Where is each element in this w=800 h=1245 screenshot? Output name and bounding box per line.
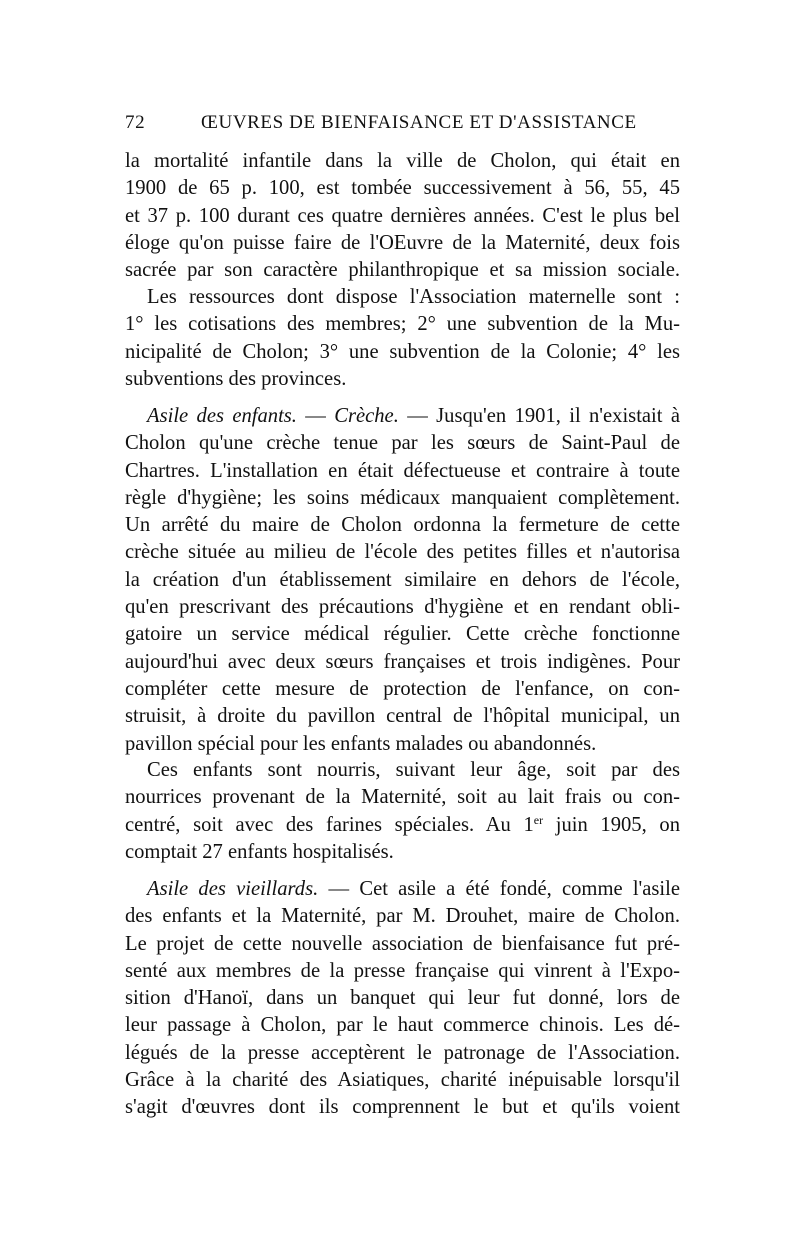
text-line: Grâce à la charité des Asiatiques, charité inépuisable lorsqu'il xyxy=(125,1069,680,1092)
text-line: Un arrêté du maire de Cholon ordonna la fermeture de cette xyxy=(125,514,680,537)
text-line: légués de la presse acceptèrent le patronage de l'Association. xyxy=(125,1041,680,1064)
text-line: Chartres. L'installation en était défectueuse et contraire à toute xyxy=(125,459,680,482)
text-line: struisit, à droite du pavillon central de l'hôpital municipal, un xyxy=(125,705,680,728)
text-line: règle d'hygiène; les soins médicaux manquaient complètement. xyxy=(125,486,680,509)
text-line: gatoire un service médical régulier. Cette crèche fonctionne xyxy=(125,623,680,646)
text-line: sition d'Hanoï, dans un banquet qui leur fut donné, lors de xyxy=(125,987,680,1010)
text-line: la création d'un établissement similaire en dehors de l'école, xyxy=(125,568,680,591)
section-heading: Asile des enfants. xyxy=(147,405,297,427)
text-line: s'agit d'œuvres dont ils comprennent le but et qu'ils voient xyxy=(125,1096,680,1119)
text-line: Ces enfants sont nourris, suivant leur âge, soit par des xyxy=(147,759,680,781)
text-line: Le projet de cette nouvelle association de bienfaisance fut pré- xyxy=(125,932,680,955)
paragraph-children-feeding xyxy=(125,757,680,866)
text-line: centré, soit avec des farines spéciales. Au 1er juin 1905, on xyxy=(125,812,680,836)
section-first-line: Asile des vieillards. — Cet asile a été fondé, comme l'asile xyxy=(147,878,680,900)
text-line: senté aux membres de la presse française qui vinrent à l'Expo- xyxy=(125,959,680,982)
text-line: Les ressources dont dispose l'Association maternelle sont : xyxy=(147,286,680,308)
text-line: subventions des provinces. xyxy=(125,367,347,390)
section-first-line: Asile des enfants. — Crèche. — Jusqu'en 1901, il n'existait à xyxy=(147,405,680,427)
text-line: compléter cette mesure de protection de l'enfance, on con- xyxy=(125,677,680,700)
text-line: qu'en prescrivant des précautions d'hygiène et en rendant obli- xyxy=(125,596,680,619)
paragraph-mortality xyxy=(125,148,680,284)
section-heading: Asile des vieillards. xyxy=(147,878,319,900)
page-number: 72 xyxy=(125,112,146,133)
text-line: nicipalité de Cholon; 3° une subvention de la Colonie; 4° les xyxy=(125,340,680,363)
text-line: comptait 27 enfants hospitalisés. xyxy=(125,840,394,863)
page-header xyxy=(125,112,680,142)
text-line: 1900 de 65 p. 100, est tombée successivement à 56, 55, 45 xyxy=(125,177,680,200)
paragraph-resources xyxy=(125,284,680,393)
running-title: ŒUVRES DE BIENFAISANCE ET D'ASSISTANCE xyxy=(201,112,637,133)
text-line: 1° les cotisations des membres; 2° une subvention de la Mu- xyxy=(125,313,680,336)
superscript: er xyxy=(533,812,544,827)
text-line: leur passage à Cholon, par le haut commerce chinois. Les dé- xyxy=(125,1014,680,1037)
text-line: nourrices provenant de la Maternité, soit au lait frais ou con- xyxy=(125,786,680,809)
section-asile-enfants xyxy=(125,403,680,758)
text-line: sacrée par son caractère philanthropique et sa mission sociale. xyxy=(125,259,680,282)
text-line: Cholon qu'une crèche tenue par les sœurs de Saint-Paul de xyxy=(125,432,680,455)
text-line: des enfants et la Maternité, par M. Drouhet, maire de Cholon. xyxy=(125,905,680,928)
text-line: et 37 p. 100 durant ces quatre dernières années. C'est le plus bel xyxy=(125,204,680,227)
text-line: la mortalité infantile dans la ville de Cholon, qui était en xyxy=(125,150,680,172)
text-line: aujourd'hui avec deux sœurs françaises et trois indigènes. Pour xyxy=(125,650,680,673)
section-asile-vieillards xyxy=(125,876,680,1122)
text-line: pavillon spécial pour les enfants malades ou abandonnés. xyxy=(125,732,597,755)
text-line: crèche située au milieu de l'école des petites filles et n'autorisa xyxy=(125,541,680,564)
text-line: éloge qu'on puisse faire de l'OEuvre de la Maternité, deux fois xyxy=(125,231,680,254)
section-subheading: Crèche. xyxy=(334,405,399,427)
